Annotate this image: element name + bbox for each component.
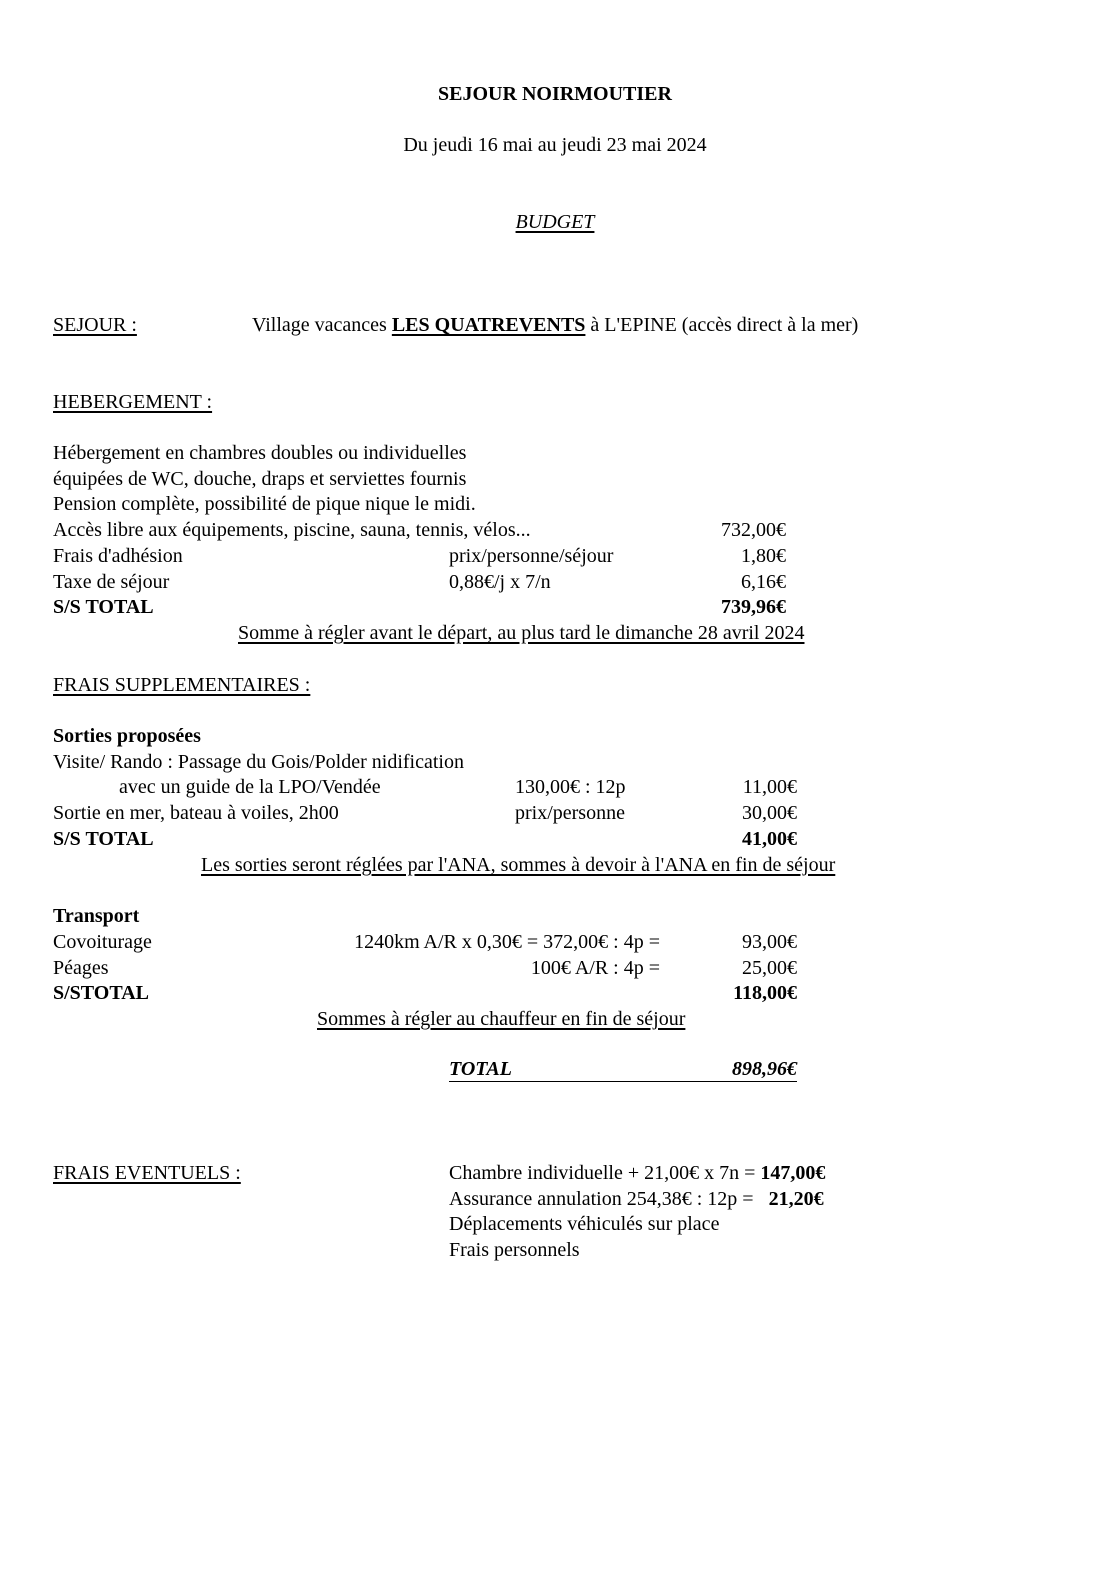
visite-line-2: avec un guide de la LPO/Vendée (119, 776, 381, 798)
peages-label: Péages (53, 957, 109, 979)
adhesion-amount: 1,80€ (741, 545, 786, 567)
chambre-individuelle-line (449, 1163, 825, 1183)
sorties-subtotal-amount: 41,00€ (742, 828, 797, 850)
sorties-payment-note: Les sorties seront réglées par l'ANA, sommes à devoir à l'ANA en fin de séjour (201, 854, 836, 876)
grand-total-row (449, 1059, 797, 1082)
hebergement-subtotal-label: S/S TOTAL (53, 596, 154, 618)
taxe-detail: 0,88€/j x 7/n (449, 571, 551, 593)
chambre-individuelle-amount: 147,00€ (760, 1162, 826, 1184)
visite-line-1: Visite/ Rando : Passage du Gois/Polder nidification (53, 751, 464, 773)
visite-detail: 130,00€ : 12p (515, 776, 626, 798)
deplacements-line: Déplacements véhiculés sur place (449, 1213, 720, 1235)
covoiturage-amount: 93,00€ (742, 931, 797, 953)
peages-amount: 25,00€ (742, 957, 797, 979)
sorties-subtotal-label: S/S TOTAL (53, 828, 154, 850)
adhesion-detail: prix/personne/séjour (449, 545, 614, 567)
taxe-label: Taxe de séjour (53, 571, 170, 593)
assurance-text: Assurance annulation 254,38€ : 12p = (449, 1188, 754, 1210)
visite-amount: 11,00€ (742, 776, 797, 798)
frais-eventuels-heading: FRAIS EVENTUELS : (53, 1162, 241, 1184)
hebergement-line-4: Accès libre aux équipements, piscine, sauna, tennis, vélos... (53, 519, 531, 541)
covoiturage-detail: 1240km A/R x 0,30€ = 372,00€ : 4p = (354, 931, 660, 953)
assurance-line (449, 1189, 824, 1209)
sejour-text-after: à L'EPINE (accès direct à la mer) (590, 314, 859, 336)
hebergement-subtotal-amount: 739,96€ (721, 596, 786, 618)
hebergement-heading: HEBERGEMENT : (53, 391, 213, 413)
transport-subtotal-label: S/STOTAL (53, 982, 149, 1004)
assurance-amount: 21,20€ (768, 1188, 824, 1210)
frais-personnels-line: Frais personnels (449, 1239, 580, 1261)
sortie-mer-detail: prix/personne (515, 802, 625, 824)
taxe-amount: 6,16€ (741, 571, 786, 593)
stay-dates: Du jeudi 16 mai au jeudi 23 mai 2024 (403, 134, 707, 156)
hebergement-line-3: Pension complète, possibilité de pique nique le midi. (53, 493, 476, 515)
hebergement-amount: 732,00€ (721, 519, 786, 541)
venue-name: LES QUATREVENTS (391, 314, 586, 336)
document-title: SEJOUR NOIRMOUTIER (438, 83, 672, 105)
covoiturage-label: Covoiturage (53, 931, 152, 953)
peages-detail: 100€ A/R : 4p = (530, 957, 660, 979)
grand-total-label: TOTAL (449, 1058, 512, 1080)
chambre-individuelle-text: Chambre individuelle + 21,00€ x 7n = (449, 1162, 756, 1184)
sortie-mer-label: Sortie en mer, bateau à voiles, 2h00 (53, 802, 339, 824)
hebergement-payment-note: Somme à régler avant le départ, au plus tard le dimanche 28 avril 2024 (238, 622, 805, 644)
frais-supp-heading: FRAIS SUPPLEMENTAIRES : (53, 674, 311, 696)
sejour-label: SEJOUR : (53, 314, 137, 336)
sorties-heading: Sorties proposées (53, 725, 201, 747)
sortie-mer-amount: 30,00€ (742, 802, 797, 824)
transport-heading: Transport (53, 905, 140, 927)
grand-total-amount: 898,96€ (732, 1058, 797, 1080)
hebergement-line-2: équipées de WC, douche, draps et serviettes fournis (53, 468, 467, 490)
hebergement-line-1: Hébergement en chambres doubles ou individuelles (53, 442, 467, 464)
sejour-text-before: Village vacances (252, 314, 387, 336)
transport-payment-note: Sommes à régler au chauffeur en fin de séjour (317, 1008, 686, 1030)
adhesion-label: Frais d'adhésion (53, 545, 183, 567)
budget-heading: BUDGET (515, 211, 595, 233)
sejour-description (252, 315, 858, 335)
transport-subtotal-amount: 118,00€ (733, 982, 797, 1004)
